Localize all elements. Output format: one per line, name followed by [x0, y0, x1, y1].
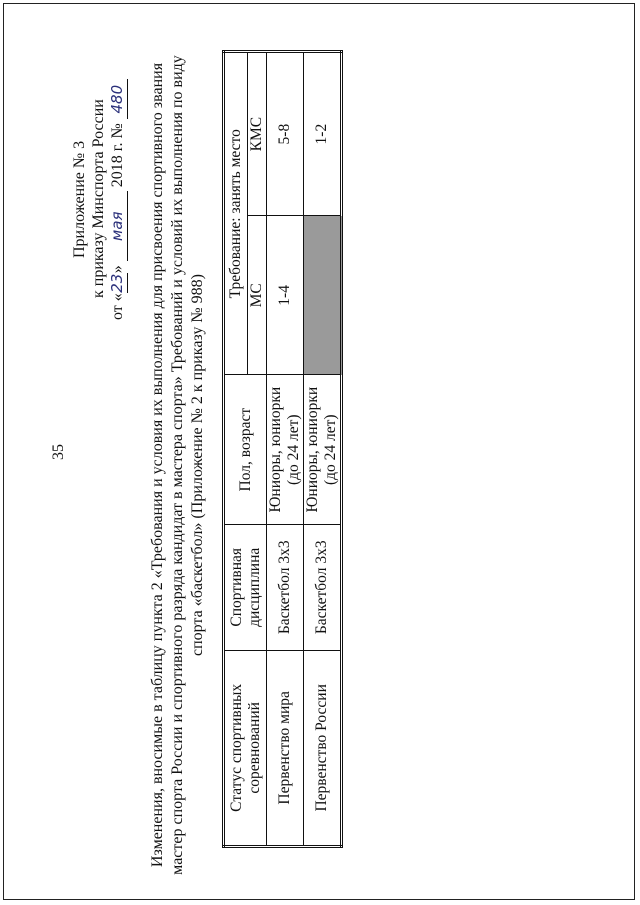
cell-gender-age: Юниоры, юниорки (до 24 лет) [267, 375, 304, 524]
date-day: 23 [108, 273, 126, 293]
date-prefix: от « [109, 293, 126, 320]
cell-discipline: Баскетбол 3х3 [267, 524, 304, 650]
cell-status: Первенство мира [267, 650, 304, 846]
title-line-2: мастер спорта России и спортивного разряда кандидат в мастера спорта» Требований и условий их выполнения по виду [169, 55, 186, 875]
header-kms: КМС [248, 52, 267, 216]
cell-kms: 5-8 [267, 52, 304, 216]
document-title [148, 50, 208, 880]
title-line-1: Изменения, вносимые в таблицу пункта 2 «Требования и условия их выполнения для присвоения спортивного звания [149, 62, 166, 868]
cell-status: Первенство России [304, 650, 342, 846]
requirements-table [222, 50, 343, 848]
appendix-block [70, 20, 128, 320]
header-discipline: Спортивная дисциплина [224, 524, 267, 650]
appendix-order-ref: к приказу Минспорта России [90, 99, 107, 298]
header-requirement: Требование: занять место [224, 52, 248, 375]
title-line-3: спорта «баскетбол» (Приложение № 2 к приказу № 988) [189, 273, 206, 657]
page-number: 35 [50, 444, 67, 460]
appendix-title: Приложение № 3 [71, 140, 88, 258]
table-row [267, 52, 304, 847]
cell-ms-shaded [304, 216, 342, 375]
appendix-date-line [108, 20, 128, 320]
cell-discipline: Баскетбол 3х3 [304, 524, 342, 650]
header-ms: МС [248, 216, 267, 375]
order-number: 480 [108, 79, 128, 119]
cell-ms: 1-4 [267, 216, 304, 375]
header-gender-age: Пол, возраст [224, 375, 267, 524]
date-month: мая [108, 191, 128, 261]
table-header-row [224, 52, 248, 847]
date-year: 2018 г. № [109, 123, 126, 188]
header-status: Статус спортивных соревнований [224, 650, 267, 846]
rotated-document [0, 20, 632, 880]
cell-gender-age: Юниоры, юниорки (до 24 лет) [304, 375, 342, 524]
cell-kms: 1-2 [304, 52, 342, 216]
date-mid: » [109, 265, 126, 274]
table-row [304, 52, 342, 847]
